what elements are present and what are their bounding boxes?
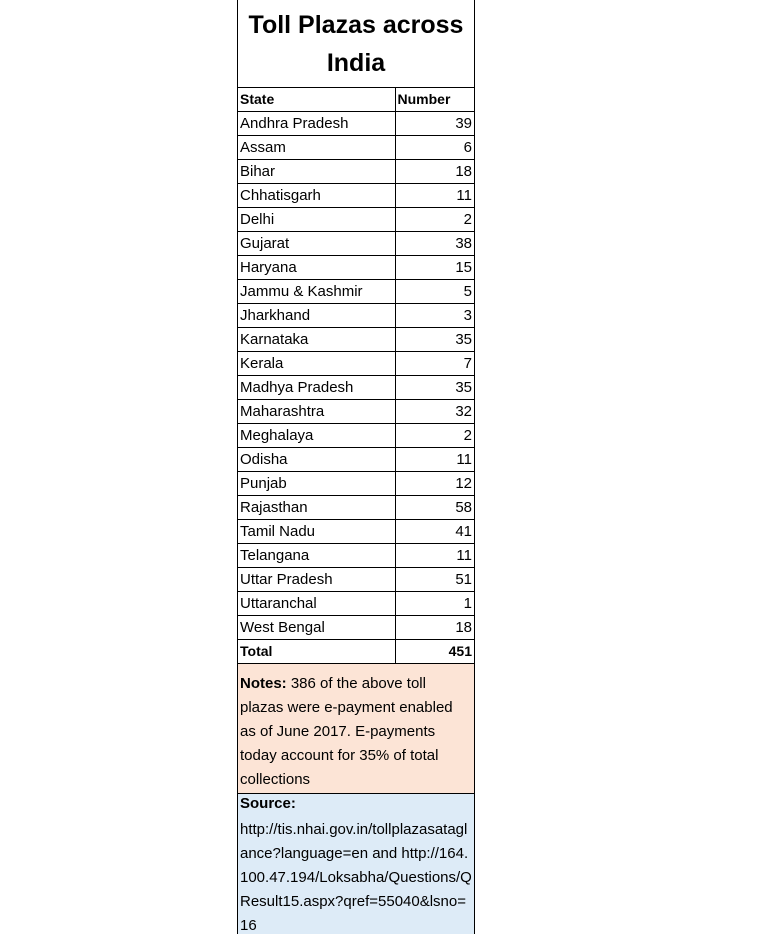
state-cell: Meghalaya	[238, 424, 395, 448]
table-row	[238, 496, 474, 520]
table-row	[238, 256, 474, 280]
state-cell: Assam	[238, 136, 395, 160]
number-cell: 2	[395, 424, 474, 448]
number-cell: 15	[395, 256, 474, 280]
total-label: Total	[238, 640, 395, 664]
table-row	[238, 544, 474, 568]
state-cell: Jammu & Kashmir	[238, 280, 395, 304]
number-cell: 11	[395, 448, 474, 472]
state-cell: Rajasthan	[238, 496, 395, 520]
table-row	[238, 304, 474, 328]
table-header-row	[238, 88, 474, 112]
toll-plaza-table	[238, 88, 474, 664]
table-row	[238, 472, 474, 496]
number-cell: 1	[395, 592, 474, 616]
number-cell: 7	[395, 352, 474, 376]
state-cell: Jharkhand	[238, 304, 395, 328]
number-cell: 11	[395, 184, 474, 208]
table-row	[238, 280, 474, 304]
state-cell: Maharashtra	[238, 400, 395, 424]
state-cell: Haryana	[238, 256, 395, 280]
notes-box	[238, 664, 474, 794]
table-row	[238, 160, 474, 184]
number-cell: 58	[395, 496, 474, 520]
page-title: Toll Plazas across India	[238, 0, 474, 88]
notes-text: 386 of the above toll plazas were e-payment enabled as of June 2017. E-payments today account for 35% of total collections	[240, 675, 453, 788]
table-row	[238, 400, 474, 424]
column-header-number: Number	[395, 88, 474, 112]
table-row	[238, 232, 474, 256]
table-row	[238, 520, 474, 544]
number-cell: 41	[395, 520, 474, 544]
state-cell: Madhya Pradesh	[238, 376, 395, 400]
total-row	[238, 640, 474, 664]
table-row	[238, 352, 474, 376]
number-cell: 6	[395, 136, 474, 160]
number-cell: 39	[395, 112, 474, 136]
number-cell: 18	[395, 616, 474, 640]
state-cell: Punjab	[238, 472, 395, 496]
state-cell: Odisha	[238, 448, 395, 472]
table-row	[238, 448, 474, 472]
number-cell: 12	[395, 472, 474, 496]
state-cell: Telangana	[238, 544, 395, 568]
source-box	[238, 794, 474, 934]
table-row	[238, 568, 474, 592]
table-row	[238, 328, 474, 352]
table-row	[238, 592, 474, 616]
state-cell: Delhi	[238, 208, 395, 232]
table-row	[238, 376, 474, 400]
table-row	[238, 112, 474, 136]
number-cell: 5	[395, 280, 474, 304]
state-cell: Gujarat	[238, 232, 395, 256]
column-header-state: State	[238, 88, 395, 112]
number-cell: 2	[395, 208, 474, 232]
number-cell: 35	[395, 376, 474, 400]
table-row	[238, 184, 474, 208]
state-cell: West Bengal	[238, 616, 395, 640]
state-cell: Tamil Nadu	[238, 520, 395, 544]
number-cell: 32	[395, 400, 474, 424]
state-cell: Uttaranchal	[238, 592, 395, 616]
number-cell: 18	[395, 160, 474, 184]
total-number: 451	[395, 640, 474, 664]
state-cell: Kerala	[238, 352, 395, 376]
notes-label: Notes:	[240, 675, 287, 692]
table-row	[238, 136, 474, 160]
state-cell: Bihar	[238, 160, 395, 184]
table-row	[238, 424, 474, 448]
table-row	[238, 208, 474, 232]
number-cell: 35	[395, 328, 474, 352]
source-text: http://tis.nhai.gov.in/tollplazasataglance?language=en and http://164.100.47.194/Loksabha/Questions/QResult15.aspx?qref=55040&lsno=16	[240, 821, 472, 934]
toll-plaza-sheet	[237, 0, 475, 934]
state-cell: Chhatisgarh	[238, 184, 395, 208]
number-cell: 11	[395, 544, 474, 568]
number-cell: 3	[395, 304, 474, 328]
state-cell: Karnataka	[238, 328, 395, 352]
state-cell: Uttar Pradesh	[238, 568, 395, 592]
state-cell: Andhra Pradesh	[238, 112, 395, 136]
table-row	[238, 616, 474, 640]
source-label: Source:	[240, 795, 296, 812]
number-cell: 51	[395, 568, 474, 592]
number-cell: 38	[395, 232, 474, 256]
